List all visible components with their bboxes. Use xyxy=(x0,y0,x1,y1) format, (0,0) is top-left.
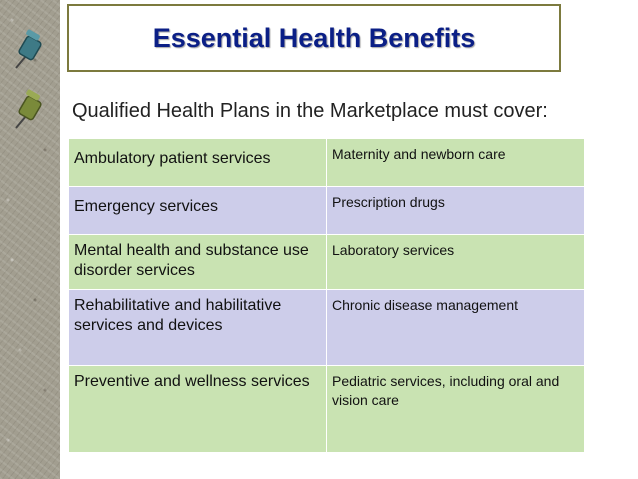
table-cell: Rehabilitative and habilitative services and devices xyxy=(69,290,327,366)
slide-title: Essential Health Benefits xyxy=(152,22,476,53)
table-cell: Pediatric services, including oral and vision care xyxy=(327,366,585,453)
table-cell: Maternity and newborn care xyxy=(327,139,585,187)
table-cell: Mental health and substance use disorder services xyxy=(69,235,327,290)
table-cell: Preventive and wellness services xyxy=(69,366,327,453)
table-cell: Prescription drugs xyxy=(327,187,585,235)
table-cell: Laboratory services xyxy=(327,235,585,290)
table-row xyxy=(69,290,585,366)
table-cell: Chronic disease management xyxy=(327,290,585,366)
benefits-table xyxy=(68,138,585,453)
table-row xyxy=(69,235,585,290)
table-row xyxy=(69,366,585,453)
table-row xyxy=(69,187,585,235)
table-cell: Ambulatory patient services xyxy=(69,139,327,187)
table-row xyxy=(69,139,585,187)
title-box xyxy=(67,4,561,72)
table-cell: Emergency services xyxy=(69,187,327,235)
pushpin-icon xyxy=(6,28,50,74)
subtitle: Qualified Health Plans in the Marketplace must cover: xyxy=(72,100,548,122)
pushpin-icon xyxy=(6,88,50,134)
